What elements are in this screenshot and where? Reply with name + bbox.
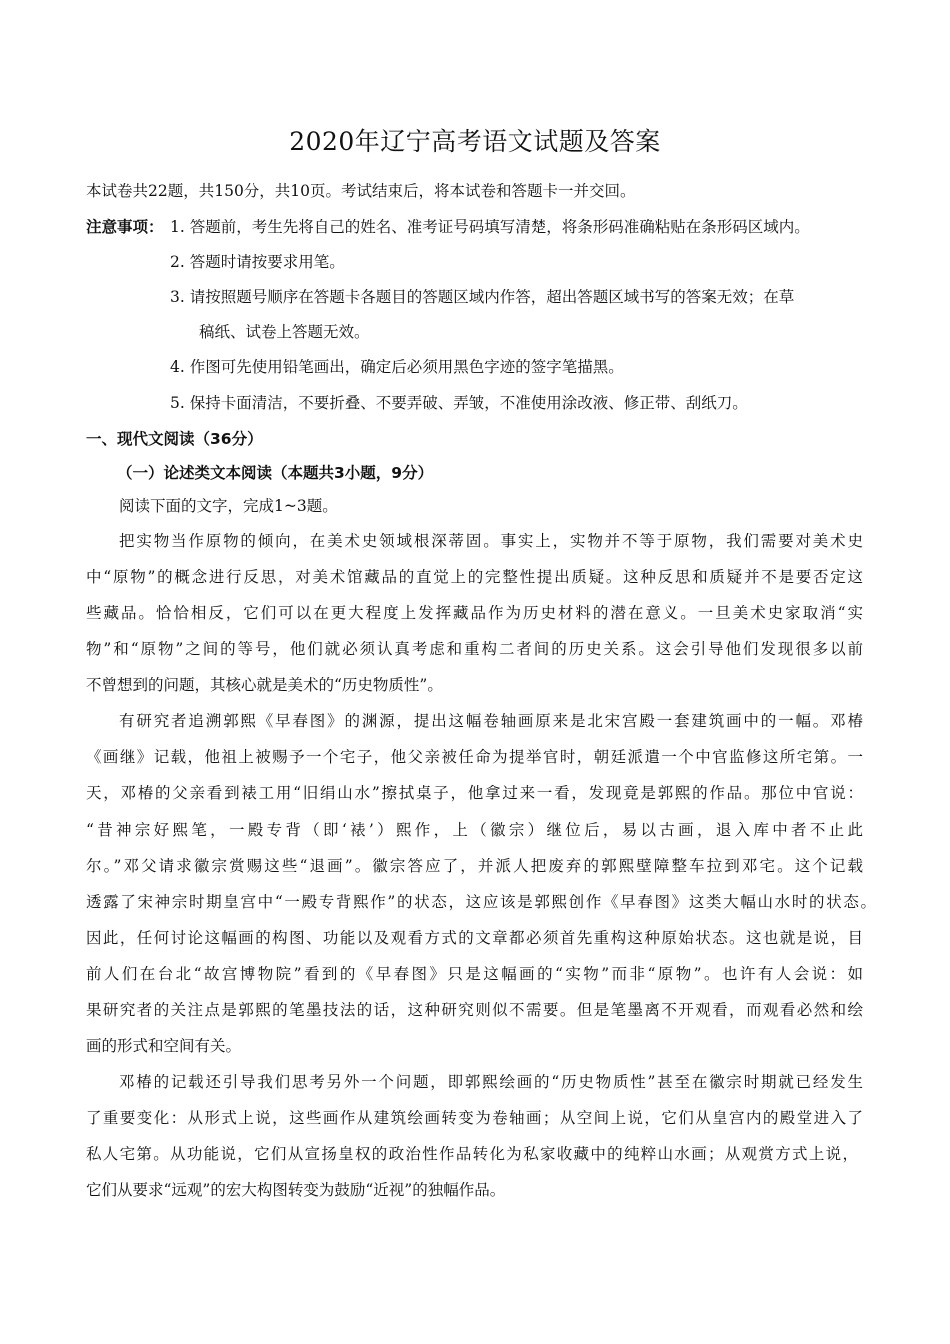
paragraph-line: 有研究者追溯郭熙《早春图》的渊源，提出这幅卷轴画原来是北宋宫殿一套建筑画中的一幅。邓椿 — [119, 712, 863, 730]
paragraph-line: “昔神宗好熙笔，一殿专背（即‘裱’）熙作，上（徽宗）继位后，易以古画，退入库中者不止此 — [86, 821, 863, 839]
notice-item-4: 4. 作图可先使用铅笔画出，确定后必须用黑色字迹的签字笔描黑。 — [170, 358, 624, 376]
paragraph-line: 果研究者的关注点是郭熙的笔墨技法的话，这种研究则似不需要。但是笔墨离不开观看，而观看必然和绘 — [86, 1001, 863, 1019]
paragraph-line: 不曾想到的问题，其核心就是美术的“历史物质性”。 — [86, 676, 443, 694]
notice-label: 注意事项： — [86, 218, 164, 236]
paragraph-line: 因此，任何讨论这幅画的构图、功能以及观看方式的文章都必须首先重构这种原始状态。这也就是说，目 — [86, 929, 863, 947]
paragraph-line: 《画继》记载，他祖上被赐予一个宅子，他父亲被任命为提举官时，朝廷派遣一个中官监修这所宅第。一 — [86, 748, 863, 766]
paragraph-line: 画的形式和空间有关。 — [86, 1037, 242, 1055]
notice-item-5: 5. 保持卡面清洁，不要折叠、不要弄破、弄皱，不准使用涂改液、修正带、刮纸刀。 — [170, 394, 748, 412]
reading-instruction: 阅读下面的文字，完成1~3题。 — [119, 497, 338, 515]
paragraph-line: 物”和“原物”之间的等号，他们就必须认真考虑和重构二者间的历史关系。这会引导他们发现很多以前 — [86, 640, 863, 658]
paragraph-line: 尔。”邓父请求徽宗赏赐这些“退画”。徽宗答应了，并派人把废弃的郭熙壁障整车拉到邓宅。这个记载 — [86, 857, 863, 875]
notice-item-3: 3. 请按照题号顺序在答题卡各题目的答题区域内作答，超出答题区域书写的答案无效；在草 — [170, 288, 795, 306]
subsection-heading: （一）论述类文本阅读（本题共3小题，9分） — [117, 464, 434, 482]
paragraph-line: 了重要变化：从形式上说，这些画作从建筑绘画转变为卷轴画；从空间上说，它们从皇宫内的殿堂进入了 — [86, 1109, 863, 1127]
exam-intro: 本试卷共22题，共150分，共10页。考试结束后，将本试卷和答题卡一并交回。 — [86, 182, 636, 200]
paragraph-line: 天，邓椿的父亲看到裱工用“旧绢山水”擦拭桌子，他拿过来一看，发现竟是郭熙的作品。那位中官说： — [86, 784, 863, 802]
paragraph-line: 私人宅第。从功能说，它们从宣扬皇权的政治性作品转化为私家收藏中的纯粹山水画；从观赏方式上说， — [86, 1145, 858, 1163]
paragraph-line: 邓椿的记载还引导我们思考另外一个问题，即郭熙绘画的“历史物质性”甚至在徽宗时期就已经发生 — [119, 1073, 863, 1091]
section-heading: 一、现代文阅读（36分） — [86, 430, 263, 448]
paragraph-line: 中“原物”的概念进行反思，对美术馆藏品的直觉上的完整性提出质疑。这种反思和质疑并不是要否定这 — [86, 568, 863, 586]
paragraph-line: 把实物当作原物的倾向，在美术史领域根深蒂固。事实上，实物并不等于原物，我们需要对美术史 — [119, 532, 863, 550]
notice-item-1: 1. 答题前，考生先将自己的姓名、准考证号码填写清楚，将条形码准确粘贴在条形码区域内。 — [170, 218, 810, 236]
paragraph-line: 些藏品。恰恰相反，它们可以在更大程度上发挥藏品作为历史材料的潜在意义。一旦美术史家取消“实 — [86, 604, 863, 622]
notice-item-3-cont: 稿纸、试卷上答题无效。 — [199, 323, 370, 341]
document-title: 2020年辽宁高考语文试题及答案 — [289, 127, 661, 156]
notice-item-2: 2. 答题时请按要求用笔。 — [170, 253, 345, 271]
paragraph-line: 前人们在台北“故宫博物院”看到的《早春图》只是这幅画的“实物”而非“原物”。也许有人会说：如 — [86, 965, 863, 983]
paragraph-line: 透露了宋神宗时期皇宫中“一殿专背熙作”的状态，这应该是郭熙创作《早春图》这类大幅山水时的状态。 — [86, 893, 876, 911]
paragraph-line: 它们从要求“远观”的宏大构图转变为鼓励“近视”的独幅作品。 — [86, 1181, 506, 1199]
